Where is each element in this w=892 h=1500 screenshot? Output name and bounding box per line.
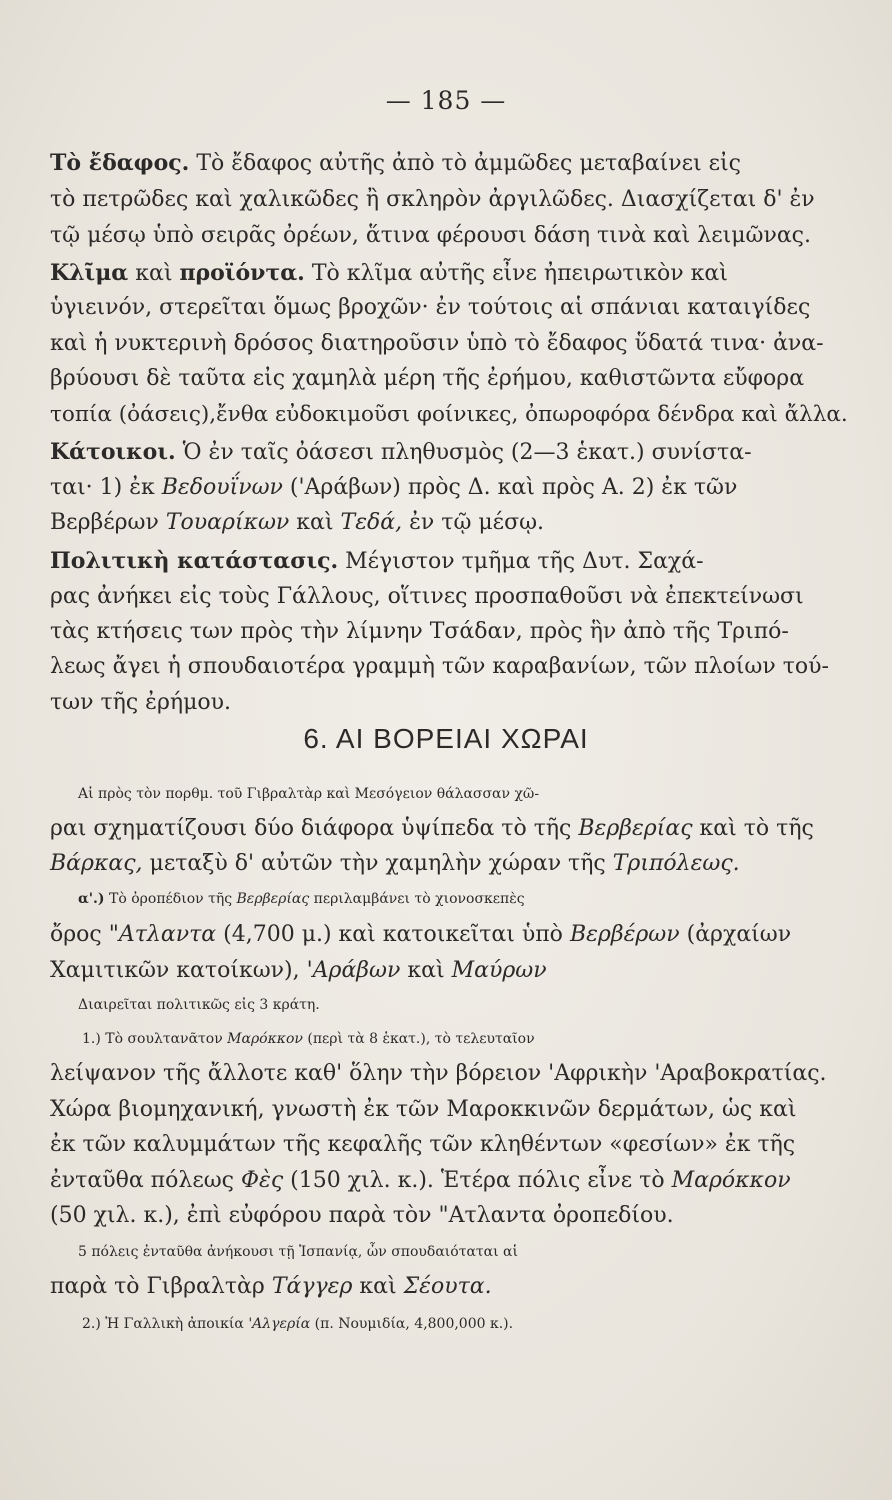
italic-span: Βάρκας, <box>50 851 143 876</box>
text-line <box>78 884 878 914</box>
text-line: βρύουσι δὲ ταῦτα εἰς χαμηλὰ μέρη τῆς ἐρήμου, καθιστῶντα εὔφορα <box>50 366 805 391</box>
italic-span: Βερβερίας <box>236 891 310 907</box>
text-span: ('Αράβων) πρὸς Δ. καὶ πρὸς Α. 2) ἐκ τῶν <box>282 475 738 500</box>
italic-span: Σέουτα. <box>403 1274 492 1299</box>
text-span: Χαμιτικῶν κατοίκων), <box>50 958 307 983</box>
text-line <box>50 437 850 468</box>
italic-span: Τάγγερ <box>271 1274 353 1299</box>
text-span: Βερβέρων <box>50 510 166 535</box>
text-span: ἐν τῷ μέσῳ. <box>402 510 545 535</box>
subheading-soil: Τὸ ἔδαφος. <box>50 150 190 176</box>
text-span: καὶ <box>352 1274 404 1299</box>
italic-span: Βερβερίας <box>578 816 693 841</box>
italic-span: Τεδά, <box>340 510 403 535</box>
text-line: λεως ἄγει ἡ σπουδαιοτέρα γραμμὴ τῶν καραβανίων, τῶν πλοίων τού- <box>50 654 829 679</box>
text-line: Διαιρεῖται πολιτικῶς εἰς 3 κράτη. <box>78 997 320 1013</box>
subheading-political: Πολιτικὴ κατάστασις. <box>50 548 339 574</box>
text-span: καὶ <box>289 510 341 535</box>
text-line: τῷ μέσῳ ὑπὸ σειρᾶς ὀρέων, ἅτινα φέρουσι δάση τινὰ καὶ λειμῶνας. <box>50 223 811 248</box>
text-span: Τὸ ὀροπέδιον τῆς <box>104 891 237 907</box>
text-span: μεταξὺ δ' αὐτῶν τὴν χαμηλὴν χώραν τῆς <box>142 851 613 876</box>
text-span: Μέγιστον τμῆμα τῆς Δυτ. Σαχά- <box>338 549 704 574</box>
text-span: ραι σχηματίζουσι δύο διάφορα ὑψίπεδα τὸ τῆς <box>50 816 579 841</box>
text-span: (4,700 μ.) καὶ κατοικεῖται ὑπὸ <box>216 922 570 947</box>
text-line: καὶ ἡ νυκτερινὴ δρόσος διατηροῦσιν ὑπὸ τὸ ἔδαφος ὕδατά τινα· ἀνα- <box>50 331 824 356</box>
text-span: περιλαμβάνει τὸ χιονοσκεπὲς <box>309 891 525 907</box>
italic-span: Βεδουΐνων <box>161 475 283 500</box>
text-line: ὑγιεινόν, στερεῖται ὅμως βροχῶν· ἐν τούτοις αἱ σπάνιαι καταιγίδες <box>50 295 811 320</box>
italic-span: Βερβέρων <box>569 922 680 947</box>
text-span: Τὸ ἔδαφος αὐτῆς ἀπὸ τὸ ἀμμῶδες μεταβαίνει εἰς <box>189 151 741 176</box>
italic-span: Τουαρίκων <box>165 510 290 535</box>
italic-span: Τριπόλεως. <box>612 851 740 876</box>
text-line: ρας ἀνήκει εἰς τοὺς Γάλλους, οἵτινες προσπαθοῦσι νὰ ἐπεκτείνωσι <box>50 584 804 609</box>
text-line: λείψανον τῆς ἄλλοτε καθ' ὅλην τὴν βόρειον 'Αφρικὴν 'Αραβοκρατίας. <box>50 1061 827 1086</box>
text-line: Αἱ πρὸς τὸν πορθμ. τοῦ Γιβραλτὰρ καὶ Μεσόγειον θάλασσαν χῶ- <box>78 786 540 802</box>
text-line: τοπία (ὀάσεις),ἔνθα εὐδοκιμοῦσι φοίνικες, ὀπωροφόρα δένδρα καὶ ἄλλα. <box>50 402 848 427</box>
text-span: (150 χιλ. κ.). Ἑτέρα πόλις εἶνε τὸ <box>283 1168 672 1193</box>
text-span: (π. Νουμιδία, 4,800,000 κ.). <box>310 1316 514 1332</box>
text-line <box>50 546 850 577</box>
text-span: ἐνταῦθα πόλεως <box>50 1168 241 1193</box>
text-span: καὶ <box>128 261 180 286</box>
text-span: παρὰ τὸ Γιβραλτὰρ <box>50 1274 272 1299</box>
text-line <box>82 1309 882 1339</box>
italic-span: 'Αράβων <box>306 958 401 983</box>
text-line <box>50 849 850 879</box>
section-heading: 6. ΑΙ ΒΟΡΕΙΑΙ ΧΩΡΑΙ <box>303 723 589 754</box>
text-line <box>50 920 850 950</box>
text-line <box>50 508 850 538</box>
text-line: των τῆς ἐρήμου. <box>50 690 231 715</box>
text-line <box>50 814 850 844</box>
text-span: ται· 1) ἐκ <box>50 475 162 500</box>
text-line <box>82 1024 882 1054</box>
text-span: Ὁ ἐν ταῖς ὀάσεσι πληθυσμὸς (2—3 ἑκατ.) συνίστα- <box>175 440 752 465</box>
text-line: τὸ πετρῶδες καὶ χαλικῶδες ἢ σκληρὸν ἀργιλῶδες. Διασχίζεται δ' ἐν <box>50 187 815 212</box>
text-line: ἐκ τῶν καλυμμάτων τῆς κεφαλῆς τῶν κληθέντων «φεσίων» ἐκ τῆς <box>50 1132 796 1157</box>
italic-span: Μαύρων <box>451 958 547 983</box>
italic-span: "Ατλαντα <box>108 922 217 947</box>
text-span: 2.) Ἡ Γαλλικὴ ἀποικία <box>82 1316 249 1332</box>
subheading-climate: Κλῖμα <box>50 260 129 286</box>
text-line: Χώρα βιομηχανική, γνωστὴ ἐκ τῶν Μαροκκινῶν δερμάτων, ὡς καὶ <box>50 1097 797 1122</box>
text-span: καὶ τὸ τῆς <box>692 816 814 841</box>
text-line: (50 χιλ. κ.), ἐπὶ εὐφόρου παρὰ τὸν "Ατλαντα ὀροπεδίου. <box>50 1203 674 1228</box>
text-line <box>50 473 850 503</box>
text-line <box>50 1272 850 1302</box>
text-span: ὄρος <box>50 922 109 947</box>
text-line <box>50 956 850 986</box>
italic-span: Μαρόκκον <box>227 1031 303 1047</box>
subheading-products: προϊόντα. <box>179 260 305 286</box>
list-marker: α'.) <box>78 891 105 907</box>
italic-span: Φὲς <box>240 1168 284 1193</box>
text-line: 5 πόλεις ἐνταῦθα ἀνήκουσι τῇ Ἱσπανίᾳ, ὧν σπουδαιόταται αἱ <box>78 1244 518 1260</box>
text-span: καὶ <box>400 958 452 983</box>
text-line <box>50 1166 850 1196</box>
italic-span: 'Αλγερία <box>248 1316 311 1332</box>
subheading-inhabitants: Κάτοικοι. <box>50 439 176 465</box>
italic-span: Μαρόκκον <box>671 1168 791 1193</box>
text-span: (περὶ τὰ 8 ἑκατ.), τὸ τελευταῖον <box>302 1031 535 1047</box>
page-number: — 185 — <box>385 86 507 115</box>
text-span: 1.) Τὸ σουλτανᾶτον <box>82 1031 228 1047</box>
text-line: τὰς κτήσεις των πρὸς τὴν λίμνην Τσάδαν, πρὸς ἣν ἀπὸ τῆς Τριπό- <box>50 619 789 644</box>
text-span: (ἀρχαίων <box>679 922 792 947</box>
text-line <box>50 148 850 179</box>
text-line <box>50 258 850 289</box>
text-span: Τὸ κλῖμα αὐτῆς εἶνε ἠπειρωτικὸν καὶ <box>304 261 728 286</box>
